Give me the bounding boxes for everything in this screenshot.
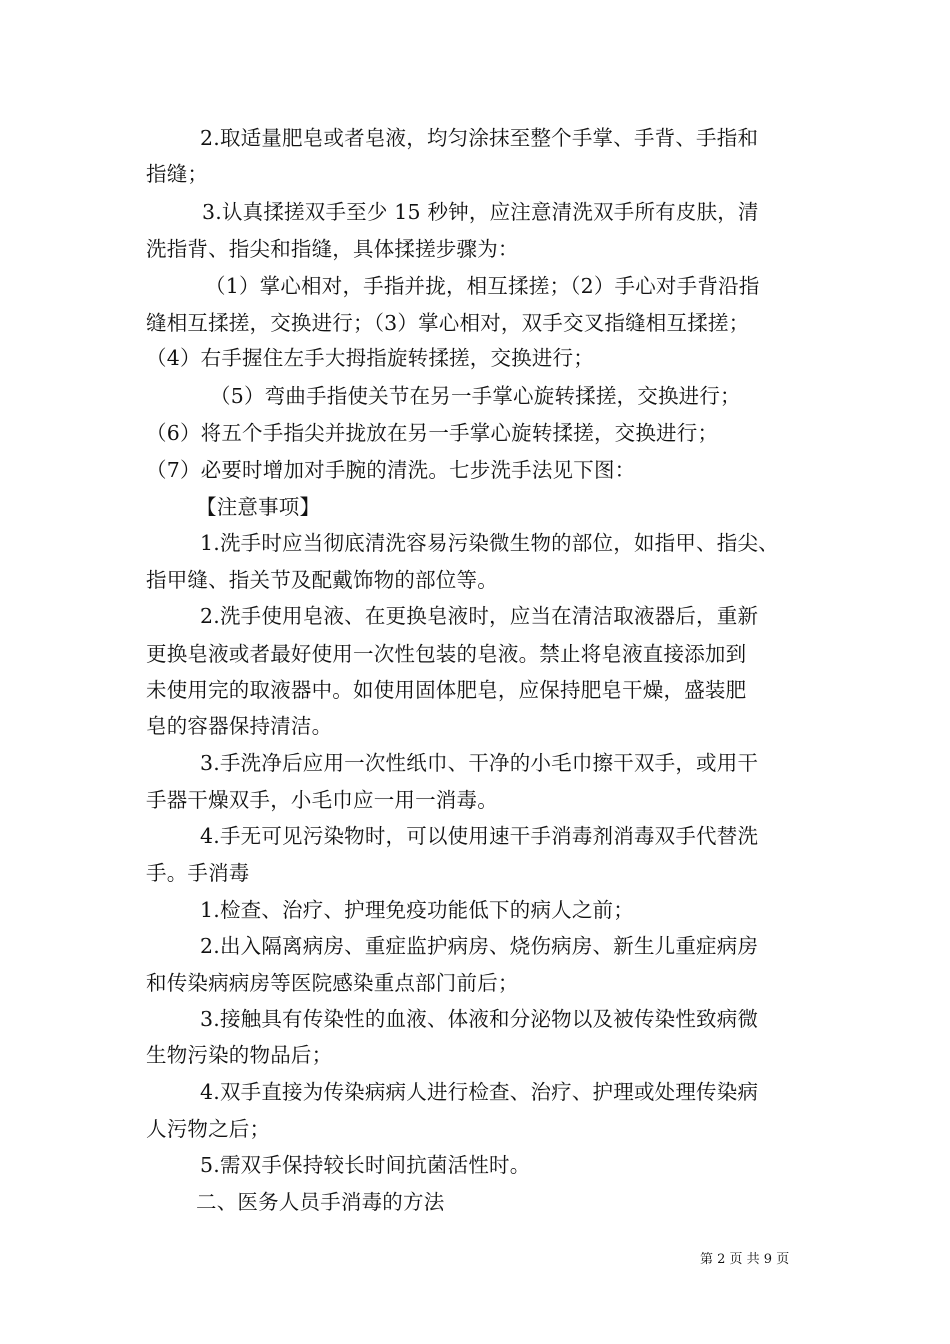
- text-line: （5）弯曲手指使关节在另一手掌心旋转揉搓，交换进行；: [210, 384, 741, 408]
- text-line: 洗指背、指尖和指缝，具体揉搓步骤为：: [146, 237, 519, 261]
- text-line: （1）掌心相对，手指并拢，相互揉搓；（2）手心对手背沿指: [205, 274, 760, 298]
- text-line: 未使用完的取液器中。如使用固体肥皂，应保持肥皂干燥，盛装肥: [146, 678, 747, 702]
- text-line: 3.认真揉搓双手至少 15 秒钟，应注意清洗双手所有皮肤，清: [202, 200, 759, 224]
- text-line: 人污物之后；: [146, 1117, 271, 1141]
- text-line: 指甲缝、指关节及配戴饰物的部位等。: [146, 568, 498, 592]
- page-number: 第 2 页 共 9 页: [700, 1252, 790, 1267]
- text-line: 手器干燥双手，小毛巾应一用一消毒。: [146, 788, 498, 812]
- section-heading: 【注意事项】: [196, 495, 321, 519]
- text-line: 缝相互揉搓，交换进行；（3）掌心相对，双手交叉指缝相互揉搓；: [146, 311, 750, 335]
- text-line: 手。手消毒: [146, 861, 250, 885]
- text-line: 2.取适量肥皂或者皂液，均匀涂抹至整个手掌、手背、手指和: [200, 126, 759, 150]
- text-line: 皂的容器保持清洁。: [146, 714, 333, 738]
- text-line: 和传染病病房等医院感染重点部门前后；: [146, 971, 519, 995]
- text-line: 1.检查、治疗、护理免疫功能低下的病人之前；: [200, 898, 634, 922]
- text-line: 更换皂液或者最好使用一次性包装的皂液。禁止将皂液直接添加到: [146, 642, 747, 666]
- text-line: 指缝；: [146, 162, 209, 186]
- text-line: （4）右手握住左手大拇指旋转揉搓，交换进行；: [146, 346, 594, 370]
- text-line: 生物污染的物品后；: [146, 1043, 333, 1067]
- text-line: 4.手无可见污染物时，可以使用速干手消毒剂消毒双手代替洗: [200, 824, 759, 848]
- section-heading: 二、医务人员手消毒的方法: [196, 1190, 445, 1214]
- text-line: 2.洗手使用皂液、在更换皂液时，应当在清洁取液器后，重新: [200, 604, 759, 628]
- text-line: （7）必要时增加对手腕的清洗。七步洗手法见下图：: [146, 458, 636, 482]
- text-line: 5.需双手保持较长时间抗菌活性时。: [200, 1153, 531, 1177]
- text-line: （6）将五个手指尖并拢放在另一手掌心旋转揉搓，交换进行；: [146, 421, 719, 445]
- text-line: 2.出入隔离病房、重症监护病房、烧伤病房、新生儿重症病房: [200, 934, 759, 958]
- text-line: 3.接触具有传染性的血液、体液和分泌物以及被传染性致病微: [200, 1007, 759, 1031]
- text-line: 4.双手直接为传染病病人进行检查、治疗、护理或处理传染病: [200, 1080, 759, 1104]
- text-line: 3.手洗净后应用一次性纸巾、干净的小毛巾擦干双手，或用干: [200, 751, 759, 775]
- text-line: 1.洗手时应当彻底清洗容易污染微生物的部位，如指甲、指尖、: [200, 531, 779, 555]
